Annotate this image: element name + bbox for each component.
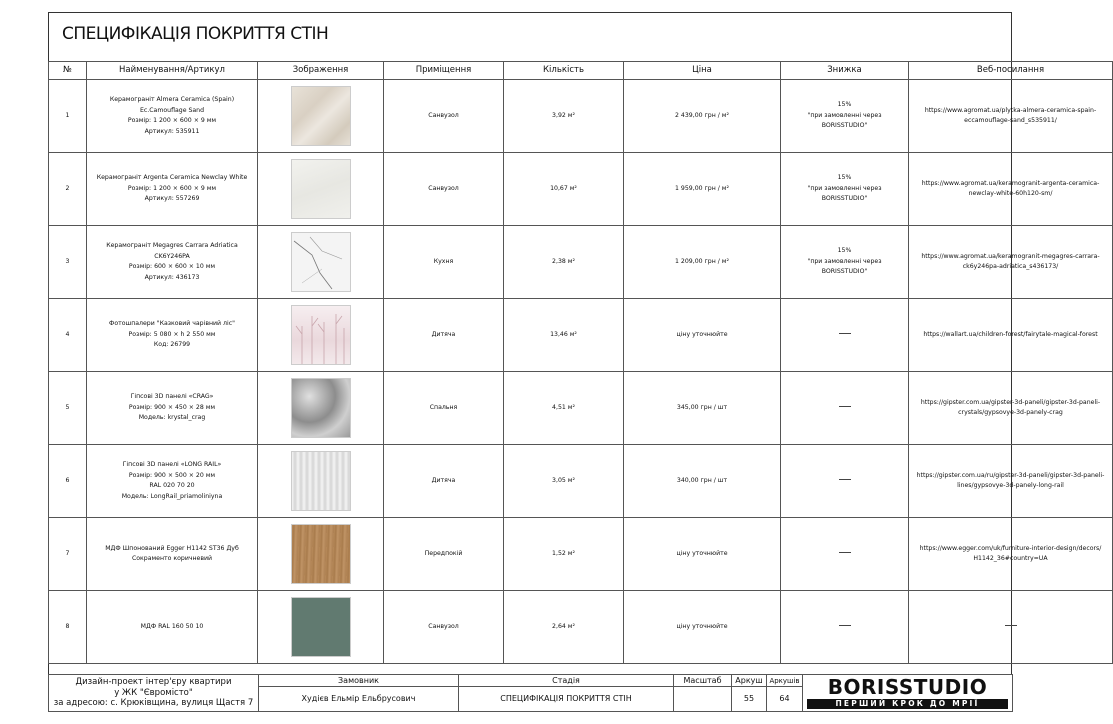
item-image-cell xyxy=(258,518,384,591)
table-row xyxy=(49,226,1113,299)
page-title: СПЕЦИФІКАЦІЯ ПОКРИТТЯ СТІН xyxy=(62,24,329,44)
quantity: 2,64 м² xyxy=(504,591,624,664)
item-name xyxy=(87,591,258,664)
name-line: Розмір: 900 × 450 × 28 мм xyxy=(128,403,216,411)
empty-dash xyxy=(839,552,851,553)
room: Санвузол xyxy=(384,80,504,153)
name-line: МДФ RAL 160 50 10 xyxy=(140,622,204,630)
row-number: 6 xyxy=(49,445,87,518)
col-header-qty: Кількість xyxy=(504,62,624,80)
discount xyxy=(781,80,909,153)
web-link xyxy=(909,299,1113,372)
quantity: 2,38 м² xyxy=(504,226,624,299)
quantity: 3,92 м² xyxy=(504,80,624,153)
item-image-cell xyxy=(258,591,384,664)
price: 1 209,00 грн / м² xyxy=(624,226,781,299)
swatch-crag xyxy=(291,378,351,438)
table-row xyxy=(49,299,1113,372)
name-line: Модель: krystal_crag xyxy=(138,414,206,422)
col-header-discount: Знижка xyxy=(781,62,909,80)
discount-line: BORISSTUDIO" xyxy=(821,268,868,276)
name-line: Керамограніт Megagres Carrara Adriatica xyxy=(106,242,238,249)
row-number: 4 xyxy=(49,299,87,372)
project-line-1: Дизайн-проект інтер'єру квартири xyxy=(75,677,232,688)
quantity: 13,46 м² xyxy=(504,299,624,372)
link-line[interactable]: https://www.egger.com/uk/furniture-interior-design/decors/ xyxy=(919,544,1102,552)
swatch-forest xyxy=(291,305,351,365)
quantity: 4,51 м² xyxy=(504,372,624,445)
marble-veins xyxy=(292,233,350,291)
swatch-rail xyxy=(291,451,351,511)
room: Передпокій xyxy=(384,518,504,591)
table-row xyxy=(49,445,1113,518)
room: Санвузол xyxy=(384,591,504,664)
empty-dash xyxy=(839,479,851,480)
discount xyxy=(781,153,909,226)
row-number: 8 xyxy=(49,591,87,664)
table-row xyxy=(49,80,1113,153)
room: Санвузол xyxy=(384,153,504,226)
empty-dash xyxy=(839,333,851,334)
price: 2 439,00 грн / м² xyxy=(624,80,781,153)
name-line: Гіпсові 3D панелі «LONG RAIL» xyxy=(122,461,222,468)
table-row xyxy=(49,518,1113,591)
row-number: 7 xyxy=(49,518,87,591)
row-number: 5 xyxy=(49,372,87,445)
discount-line: "при замовленні через xyxy=(807,111,882,119)
item-name xyxy=(87,372,258,445)
name-line: Артикул: 436173 xyxy=(144,273,200,281)
name-line: Код: 26799 xyxy=(153,341,191,349)
title-block xyxy=(48,674,1013,712)
swatch-sand xyxy=(291,86,351,146)
link-line[interactable]: lines/gypsovye-3d-panely-long-rail xyxy=(957,482,1064,489)
project-description xyxy=(49,675,259,712)
discount-line: 15% xyxy=(837,247,852,255)
table-row xyxy=(49,591,1113,664)
web-link xyxy=(909,80,1113,153)
discount-line: 15% xyxy=(837,174,852,182)
link-line[interactable]: crystals/gypsovye-3d-panely-crag xyxy=(958,409,1063,416)
empty-dash xyxy=(839,625,851,626)
item-name xyxy=(87,226,258,299)
item-name xyxy=(87,153,258,226)
link-line[interactable]: https://gipster.com.ua/gipster-3d-paneli/gipster-3d-paneli- xyxy=(920,398,1101,406)
name-line: Ec.Camouflage Sand xyxy=(139,106,205,114)
name-line: Артикул: 557269 xyxy=(144,195,200,203)
item-image-cell xyxy=(258,153,384,226)
link-line[interactable]: H1142_36#country=UA xyxy=(973,555,1048,562)
project-line-3: за адресою: с. Крюківщина, вулиця Щастя 7 xyxy=(53,698,254,709)
row-number: 2 xyxy=(49,153,87,226)
item-name xyxy=(87,80,258,153)
name-line: Гіпсові 3D панелі «CRAG» xyxy=(130,393,214,401)
room: Дитяча xyxy=(384,445,504,518)
web-link xyxy=(909,372,1113,445)
name-line: Модель: LongRail_priamoliniyna xyxy=(121,492,223,500)
sheets-label: Аркушів xyxy=(767,675,803,687)
item-image-cell xyxy=(258,299,384,372)
room: Дитяча xyxy=(384,299,504,372)
sheet-label: Аркуш xyxy=(732,675,767,687)
table-row xyxy=(49,153,1113,226)
scale-label: Масштаб xyxy=(674,675,732,687)
stage-label: Стадія xyxy=(459,675,674,687)
scale-value xyxy=(674,687,732,712)
row-number: 3 xyxy=(49,226,87,299)
swatch-marble xyxy=(291,232,351,292)
row-number: 1 xyxy=(49,80,87,153)
logo-tagline: ПЕРШИЙ КРОК ДО МРІЇ xyxy=(807,699,1008,709)
room: Кухня xyxy=(384,226,504,299)
discount xyxy=(781,518,909,591)
item-image-cell xyxy=(258,80,384,153)
discount xyxy=(781,372,909,445)
studio-logo xyxy=(803,675,1013,712)
client-label: Замовник xyxy=(259,675,459,687)
link-line[interactable]: https://gipster.com.ua/ru/gipster-3d-paneli/gipster-3d-paneli- xyxy=(916,471,1105,479)
col-header-name: Найменування/Артикул xyxy=(87,62,258,80)
item-image-cell xyxy=(258,445,384,518)
web-link xyxy=(909,518,1113,591)
name-line: CK6Y246PA xyxy=(154,252,190,260)
spec-table xyxy=(48,61,1113,664)
web-link xyxy=(909,445,1113,518)
empty-dash xyxy=(839,406,851,407)
name-line: Розмір: 1 200 × 600 × 9 мм xyxy=(127,184,217,192)
link-line[interactable]: https://www.agromat.ua/plytka-almera-ceramica-spain- xyxy=(924,106,1097,114)
table-row xyxy=(49,372,1113,445)
project-line-2: у ЖК "Євромісто" xyxy=(114,687,193,698)
discount-line: BORISSTUDIO" xyxy=(821,122,868,130)
name-line: МДФ Шпонований Egger H1142 ST36 Дуб xyxy=(105,544,239,552)
empty-dash xyxy=(1005,625,1017,626)
link-line[interactable]: ck6y246pa-adriatica_s436173/ xyxy=(962,263,1059,270)
discount-line: BORISSTUDIO" xyxy=(821,195,868,203)
price: 340,00 грн / шт xyxy=(624,445,781,518)
name-line: Керамограніт Almera Ceramica (Spain) xyxy=(109,96,235,103)
web-link xyxy=(909,226,1113,299)
link-line[interactable]: newclay-white-60h120-sm/ xyxy=(968,190,1053,197)
name-line: Розмір: 900 × 500 × 20 мм xyxy=(128,471,216,479)
name-line: RAL 020 70 20 xyxy=(149,482,195,489)
item-name xyxy=(87,299,258,372)
discount-line: 15% xyxy=(837,101,852,109)
price: 1 959,00 грн / м² xyxy=(624,153,781,226)
price: ціну уточнюйте xyxy=(624,299,781,372)
discount xyxy=(781,591,909,664)
swatch-oak xyxy=(291,524,351,584)
link-line[interactable]: https://www.agromat.ua/keramogranit-argenta-ceramica- xyxy=(921,179,1100,187)
logo-wordmark: BORISSTUDIO xyxy=(827,675,988,699)
swatch-white xyxy=(291,159,351,219)
col-header-no: № xyxy=(49,62,87,80)
sheets-total: 64 xyxy=(767,687,803,712)
item-image-cell xyxy=(258,226,384,299)
discount xyxy=(781,226,909,299)
price: 345,00 грн / шт xyxy=(624,372,781,445)
col-header-room: Приміщення xyxy=(384,62,504,80)
name-line: Розмір: 5 080 × h 2 550 мм xyxy=(128,330,216,338)
web-link xyxy=(909,153,1113,226)
col-header-price: Ціна xyxy=(624,62,781,80)
quantity: 3,05 м² xyxy=(504,445,624,518)
link-line[interactable]: https://wallart.ua/children-forest/fairytale-magical-forest xyxy=(923,330,1098,338)
room: Спальня xyxy=(384,372,504,445)
forest-pattern xyxy=(292,306,350,364)
discount xyxy=(781,299,909,372)
name-line: Артикул: 535911 xyxy=(144,127,200,135)
discount-line: "при замовленні через xyxy=(807,257,882,265)
price: ціну уточнюйте xyxy=(624,518,781,591)
item-name xyxy=(87,445,258,518)
name-line: Розмір: 1 200 × 600 × 9 мм xyxy=(127,117,217,124)
quantity: 1,52 м² xyxy=(504,518,624,591)
swatch-green xyxy=(291,597,351,657)
col-header-image: Зображення xyxy=(258,62,384,80)
name-line: Сокраменто коричневий xyxy=(131,555,213,562)
col-header-link: Веб-посилання xyxy=(909,62,1113,80)
item-name xyxy=(87,518,258,591)
item-image-cell xyxy=(258,372,384,445)
discount-line: "при замовленні через xyxy=(807,184,882,192)
discount xyxy=(781,445,909,518)
name-line: Керамограніт Argenta Ceramica Newclay White xyxy=(96,174,248,182)
quantity: 10,67 м² xyxy=(504,153,624,226)
link-line[interactable]: eccamouflage-sand_s535911/ xyxy=(964,117,1057,124)
client-name: Худієв Ельмір Ельбрусович xyxy=(259,687,459,712)
price: ціну уточнюйте xyxy=(624,591,781,664)
link-line[interactable]: https://www.agromat.ua/keramogranit-megagres-carrara- xyxy=(921,252,1100,260)
table-header-row xyxy=(49,62,1113,80)
name-line: Розмір: 600 × 600 × 10 мм xyxy=(128,263,216,270)
web-link xyxy=(909,591,1113,664)
stage-value: СПЕЦИФІКАЦІЯ ПОКРИТТЯ СТІН xyxy=(459,687,674,712)
sheet-number: 55 xyxy=(732,687,767,712)
name-line: Фотошпалери "Казковий чарівний ліс" xyxy=(109,320,235,328)
